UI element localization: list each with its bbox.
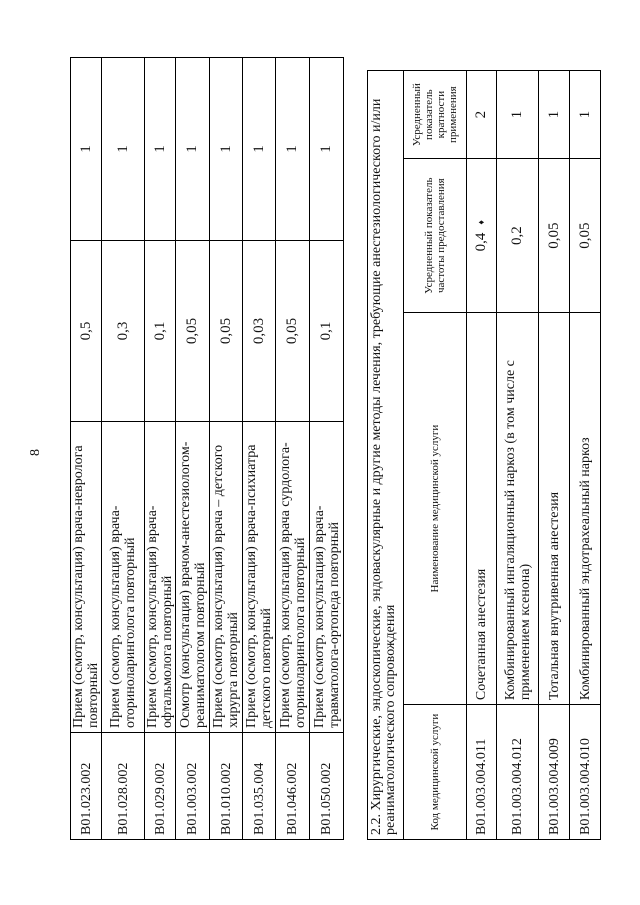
frequency-value: 0,05 [276, 241, 310, 422]
service-name: Тотальная внутривенная анестезия [539, 313, 570, 705]
service-code: B01.003.004.010 [570, 705, 601, 840]
frequency-value: 0,05 [570, 159, 601, 313]
table-row [570, 71, 601, 840]
frequency-value: 0,05 [539, 159, 570, 313]
service-code: B01.028.002 [102, 733, 145, 840]
multiplicity-value: 1 [539, 71, 570, 159]
multiplicity-value: 1 [210, 58, 243, 241]
bullet-mark-icon: ♦ [476, 220, 487, 225]
service-code: B01.010.002 [210, 733, 243, 840]
service-code: B01.003.004.011 [467, 705, 497, 840]
service-code: B01.003.004.012 [497, 705, 539, 840]
multiplicity-value: 1 [276, 58, 310, 241]
multiplicity-value: 1 [145, 58, 176, 241]
frequency-value: 0,05 [210, 241, 243, 422]
service-name: Прием (осмотр, консультация) врача-травматолога-ортопеда повторный [310, 422, 344, 733]
table-row [145, 58, 176, 840]
frequency-value: 0,1 [145, 241, 176, 422]
service-name: Комбинированный эндотрахеальный наркоз [570, 313, 601, 705]
frequency-value: 0,5 [71, 241, 102, 422]
service-name: Прием (осмотр, консультация) врача-психиатра детского повторный [243, 422, 276, 733]
service-name: Комбинированный ингаляционный наркоз (в том числе с применением ксенона) [497, 313, 539, 705]
frequency-value: 0,03 [243, 241, 276, 422]
page-number: 8 [28, 449, 43, 456]
frequency-value: 0,2 [497, 159, 539, 313]
frequency-value: 0,1 [310, 241, 344, 422]
service-name: Прием (осмотр, консультация) врача-оториноларинголога повторный [102, 422, 145, 733]
table-row [176, 58, 210, 840]
service-name: Прием (осмотр, консультация) врача-офтальмолога повторный [145, 422, 176, 733]
multiplicity-value: 1 [71, 58, 102, 241]
table-row [539, 71, 570, 840]
table-row [102, 58, 145, 840]
service-name: Прием (осмотр, консультация) врача – детского хирурга повторный [210, 422, 243, 733]
multiplicity-value: 1 [570, 71, 601, 159]
service-code: B01.035.004 [243, 733, 276, 840]
services-table-anesthesia [403, 70, 601, 840]
service-name: Осмотр (консультация) врачом-анестезиологом-реаниматологом повторный [176, 422, 210, 733]
multiplicity-value: 1 [102, 58, 145, 241]
multiplicity-value: 2 [467, 71, 497, 159]
service-code: B01.050.002 [310, 733, 344, 840]
table-row [467, 71, 497, 840]
table-header-row [404, 71, 467, 840]
frequency-value: 0,3 [102, 241, 145, 422]
header-name: Наименование медицинской услуги [404, 313, 467, 705]
multiplicity-value: 1 [176, 58, 210, 241]
frequency-cell [467, 159, 497, 313]
services-table-consultations [70, 57, 344, 840]
multiplicity-value: 1 [497, 71, 539, 159]
service-code: B01.003.002 [176, 733, 210, 840]
service-code: B01.029.002 [145, 733, 176, 840]
table-row [71, 58, 102, 840]
service-name: Сочетанная анестезия [467, 313, 497, 705]
service-name: Прием (осмотр, консультация) врача-невролога повторный [71, 422, 102, 733]
section-heading: 2.2. Хирургические, эндоскопические, эндоваскулярные и другие методы лечения, требующие анестезиологического и/или реаниматологического сопровождения [367, 70, 403, 840]
table-row [310, 58, 344, 840]
table-row [210, 58, 243, 840]
header-frequency: Усредненный показатель частоты предоставления [404, 159, 467, 313]
frequency-value: 0,05 [176, 241, 210, 422]
table-row [497, 71, 539, 840]
service-code: B01.046.002 [276, 733, 310, 840]
frequency-value: 0,4 [472, 232, 489, 252]
service-name: Прием (осмотр, консультация) врача сурдолога-оториноларинголога повторный [276, 422, 310, 733]
header-multiplicity: Усредненный показатель кратности применения [404, 71, 467, 159]
header-code: Код медицинской услуги [404, 705, 467, 840]
service-code: B01.003.004.009 [539, 705, 570, 840]
table-row [276, 58, 310, 840]
multiplicity-value: 1 [243, 58, 276, 241]
table-row [243, 58, 276, 840]
multiplicity-value: 1 [310, 58, 344, 241]
service-code: B01.023.002 [71, 733, 102, 840]
